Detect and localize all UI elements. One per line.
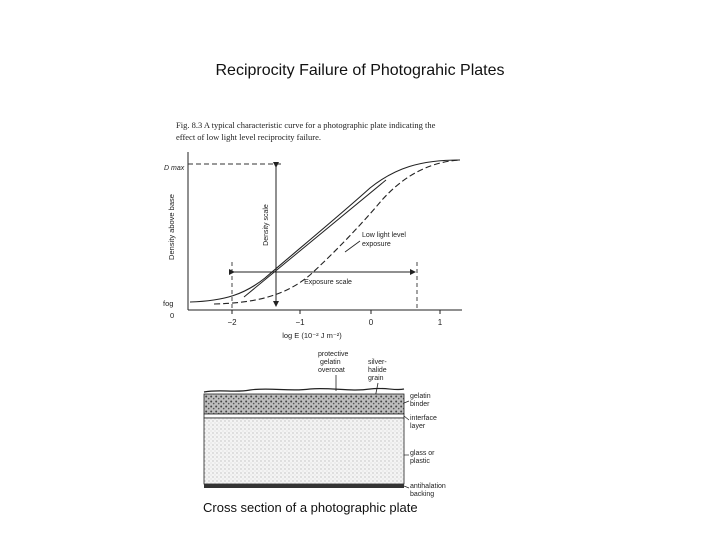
label-interface-layer: interface (410, 415, 437, 422)
interface-layer (204, 414, 404, 418)
label-silver-halide: grain (368, 375, 384, 382)
cross-section-figure (204, 351, 446, 498)
pointer-antihalation (404, 486, 409, 488)
y-axis-label: Density above base (167, 194, 176, 260)
low-light-pointer (345, 241, 360, 252)
emulsion-layer (204, 394, 404, 414)
label-glass-plastic: plastic (410, 458, 430, 465)
low-light-label-line2: exposure (362, 241, 391, 248)
label-gelatin-binder: gelatin (410, 393, 431, 400)
antihalation-backing (204, 484, 404, 488)
label-silver-halide: halide (368, 367, 387, 374)
slide-title: Reciprocity Failure of Photograhic Plates (215, 62, 505, 79)
label-protective: gelatin (320, 359, 341, 366)
x-tick-label: 1 (437, 318, 443, 327)
y-tick-fog: fog (163, 299, 174, 308)
label-protective: protective (318, 351, 349, 358)
figure-caption-line1: Fig. 8.3 A typical characteristic curve for a photographic plate indicating the (176, 120, 436, 130)
overcoat-layer (204, 388, 404, 392)
glass-base (204, 418, 404, 484)
x-tick-label: −2 (227, 318, 237, 327)
label-gelatin-binder: binder (410, 401, 430, 408)
cross-section-caption: Cross section of a photographic plate (203, 500, 418, 515)
x-axis-label: log E (10⁻² J m⁻²) (282, 331, 342, 340)
pointer-interface (404, 416, 409, 420)
y-tick-dmax: D max (164, 165, 185, 172)
label-silver-halide: silver- (368, 359, 387, 366)
label-interface-layer: layer (410, 423, 426, 430)
label-antihalation: backing (410, 491, 435, 498)
label-antihalation: antihalation (410, 483, 446, 490)
exposure-scale-label: Exposure scale (304, 279, 352, 286)
characteristic-curve-figure (163, 120, 462, 340)
x-tick-label: 0 (368, 318, 374, 327)
low-light-label-line1: Low light level (362, 232, 406, 239)
figure-caption-line2: effect of low light level reciprocity failure. (176, 132, 321, 142)
x-tick-label: −1 (295, 318, 305, 327)
label-glass-plastic: glass or (410, 450, 435, 457)
pointer-gelatin (404, 401, 409, 403)
y-tick-zero: 0 (170, 311, 175, 320)
label-protective: overcoat (318, 367, 345, 374)
density-scale-label: Density scale (263, 204, 270, 246)
